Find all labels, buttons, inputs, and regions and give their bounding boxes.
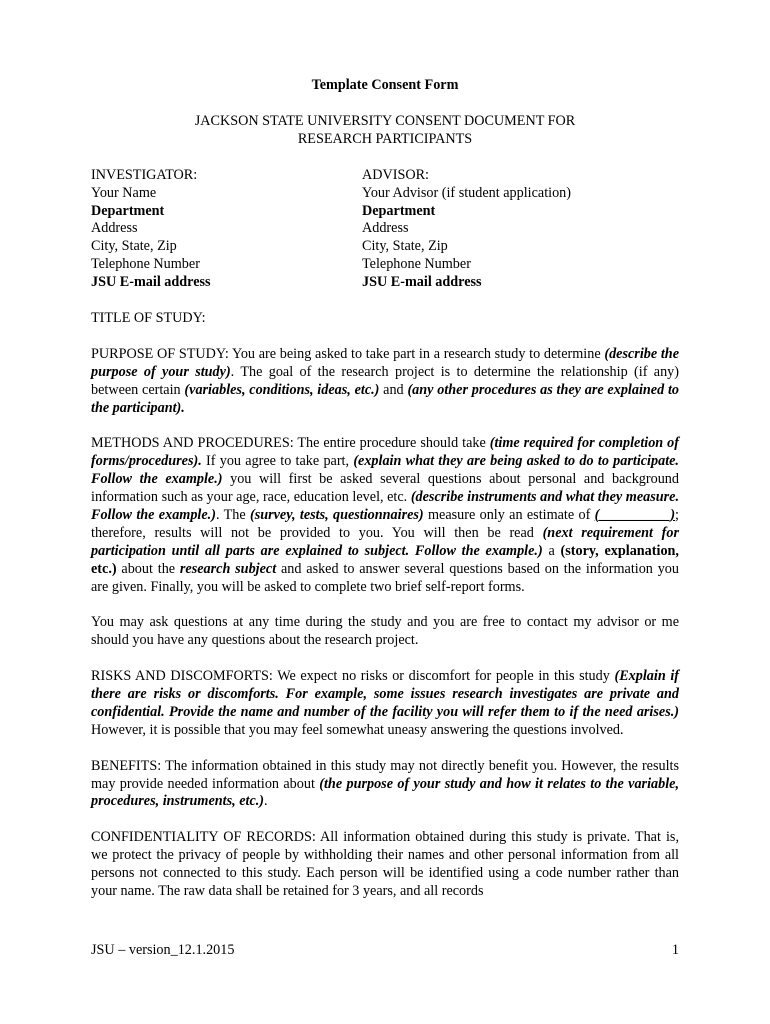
page-footer xyxy=(91,942,679,960)
methods-text-17: and asked to answer several questions based on the information you are given. Finally, you will be asked to complete two brief self-report forms. xyxy=(91,560,679,595)
advisor-label: ADVISOR: xyxy=(362,166,430,183)
purpose-text-6: (any other procedures as they are explained to the participant). xyxy=(91,381,679,416)
purpose-text-3: . The goal of the research project is to determine the relationship (if any) between certain xyxy=(91,363,679,398)
methods-text-13: a xyxy=(542,542,561,559)
advisor-city: City, State, Zip xyxy=(362,238,448,255)
heading-line-2: RESEARCH PARTICIPANTS xyxy=(297,130,473,147)
advisor-contact xyxy=(362,167,679,292)
methods-text-3: If you agree to take part, xyxy=(201,453,354,470)
benefits-text-2: (the purpose of your study and how it relates to the variable, procedures, instruments, etc.) xyxy=(91,775,679,810)
purpose-text-4: (variables, conditions, ideas, etc.) xyxy=(184,381,380,398)
methods-text-15: about the xyxy=(116,560,180,577)
methods-text-8: (survey, tests, questionnaires) xyxy=(249,507,424,523)
advisor-address: Address xyxy=(362,220,409,237)
footer-version: JSU – version_12.1.2015 xyxy=(91,942,235,958)
investigator-email: JSU E-mail address xyxy=(91,274,211,291)
page-number: 1 xyxy=(671,942,679,958)
investigator-address: Address xyxy=(91,220,138,237)
investigator-phone: Telephone Number xyxy=(91,256,200,273)
methods-text-12: (next requirement for participation until all parts are explained to subject. Follow the example.) xyxy=(91,524,679,559)
methods-text-6: (describe instruments and what they measure. Follow the example.) xyxy=(91,489,680,523)
consent-document xyxy=(91,77,679,901)
purpose-text-5: and xyxy=(379,381,408,398)
risks-text-3: However, it is possible that you may feel somewhat uneasy answering the questions involved. xyxy=(91,721,624,738)
advisor-email: JSU E-mail address xyxy=(362,274,482,291)
methods-paragraph xyxy=(91,435,679,596)
methods-text-9: measure only an estimate of xyxy=(423,507,595,523)
advisor-department: Department xyxy=(362,202,436,219)
contact-block xyxy=(91,167,679,292)
methods-text-10: (__________) xyxy=(594,507,676,523)
risks-text-1: RISKS AND DISCOMFORTS: We expect no risks or discomfort for people in this study xyxy=(91,668,615,685)
purpose-text-1: PURPOSE OF STUDY: You are being asked to take part in a research study to determine xyxy=(91,345,605,362)
advisor-phone: Telephone Number xyxy=(362,256,471,273)
methods-text-5: you will first be asked several questions about personal and background information such as your age, race, education level, etc. xyxy=(91,471,679,506)
methods-text-1: METHODS AND PROCEDURES: The entire procedure should take xyxy=(91,435,490,452)
university-heading xyxy=(91,113,679,149)
risks-paragraph xyxy=(91,668,679,740)
benefits-text-1: BENEFITS: The information obtained in this study may not directly benefit you. However, the results may provide needed information about xyxy=(91,757,679,792)
purpose-paragraph xyxy=(91,346,679,418)
investigator-department: Department xyxy=(91,202,165,219)
purpose-text-2: (describe the purpose of your study) xyxy=(91,345,679,380)
methods-text-11: ; therefore, results will not be provided to you. You will then be read xyxy=(91,507,679,541)
benefits-paragraph xyxy=(91,758,679,812)
investigator-contact xyxy=(91,167,362,292)
investigator-name: Your Name xyxy=(91,184,157,201)
methods-text-2: (time required for completion of forms/procedures). xyxy=(91,435,679,470)
methods-text-4: (explain what they are being asked to do to participate. Follow the example.) xyxy=(91,453,679,488)
investigator-city: City, State, Zip xyxy=(91,238,177,255)
document-title: Template Consent Form xyxy=(311,77,459,93)
risks-text-2: (Explain if there are risks or discomforts. For example, some issues research investigates are private and confidential. Provide the name and number of the facility you will refer them to if the need arises.) xyxy=(91,668,679,720)
confidentiality-paragraph: CONFIDENTIALITY OF RECORDS: All information obtained during this study is private. That is, we protect the privacy of people by withholding their names and other personal information from all persons not connected to this study. Each person will be identified using a code number rather than your name. The raw data shall be retained for 3 years, and all records xyxy=(91,829,679,899)
heading-line-1: JACKSON STATE UNIVERSITY CONSENT DOCUMENT FOR xyxy=(194,112,576,129)
questions-paragraph: You may ask questions at any time during the study and you are free to contact my advisor or me should you have any questions about the research project. xyxy=(91,614,679,649)
methods-text-16: research subject xyxy=(179,560,277,577)
advisor-name: Your Advisor (if student application) xyxy=(362,184,571,201)
title-of-study: TITLE OF STUDY: xyxy=(91,310,206,327)
methods-text-7: . The xyxy=(215,507,250,523)
investigator-label: INVESTIGATOR: xyxy=(91,166,198,183)
methods-text-14: (story, explanation, etc.) xyxy=(91,542,679,577)
benefits-text-3: . xyxy=(264,793,268,810)
